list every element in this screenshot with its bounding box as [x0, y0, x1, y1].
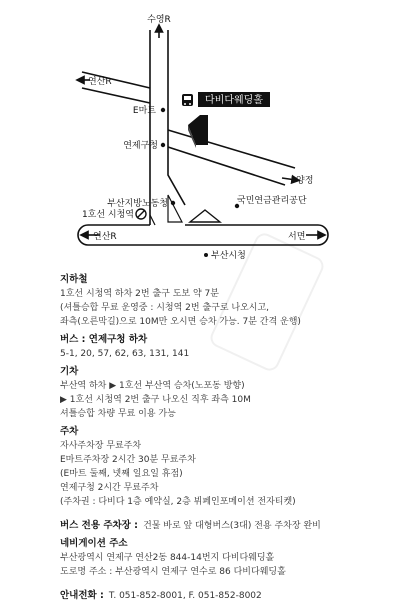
road-label-yangjeong: 양정 [296, 176, 314, 186]
bus-icon [182, 94, 193, 106]
intersection-island [168, 195, 182, 222]
bus-parking-title: 버스 전용 주차장 : [60, 520, 138, 531]
navigation-title: 네비게이션 주소 [60, 538, 128, 549]
landmark-label-busan-city-hall: 부산시청 [211, 251, 246, 261]
train-title: 기차 [60, 366, 79, 377]
bus-title: 버스 : 연제구청 하차 [60, 334, 148, 345]
parking-title: 주차 [60, 426, 79, 437]
train-line: 부산역 하차 ▶ 1호선 부산역 승차(노포동 방향) [60, 381, 245, 391]
road-label-seomyeon: 서면 [288, 232, 306, 242]
contact-title: 안내전화 : [60, 590, 104, 601]
target-building-icon [188, 115, 208, 148]
parking-line: 자사주차장 무료주차 [60, 441, 142, 451]
subway-line: 1호선 시청역 하차 2번 출구 도보 약 7분 [60, 289, 219, 299]
labor-office-dot [171, 201, 175, 205]
city-hall-dot [204, 253, 208, 257]
subway-title: 지하철 [60, 274, 88, 285]
road-label-suyeong: 수영R [147, 15, 171, 25]
location-map [0, 0, 400, 270]
subway-section [60, 273, 395, 329]
bus-parking-section [60, 513, 395, 533]
bus-line: 5-1, 20, 57, 62, 63, 131, 141 [60, 349, 190, 359]
landmark-label-pension-service: 국민연금관리공단 [237, 196, 307, 206]
road-label-yeonsan-bottom: 연산R [93, 232, 117, 242]
train-line: 셔틀승합 차량 무료 이용 가능 [60, 409, 176, 419]
contact-text: T. 051-852-8001, F. 051-852-8002 [108, 591, 262, 601]
bus-parking-text: 건물 바로 앞 대형버스(3대) 전용 주차장 완비 [143, 521, 321, 531]
navigation-line: 부산광역시 연제구 연산2동 844-14번지 다비다웨딩홀 [60, 553, 275, 563]
subway-line: 좌측(오른막길)으로 10M만 오시면 승차 가능. 7분 간격 운행) [60, 317, 301, 327]
yeonje-office-dot [161, 143, 165, 147]
subway-station-icon [136, 209, 146, 219]
road-yangjeong [168, 130, 296, 185]
parking-line: 연제구청 2시간 무료주차 [60, 483, 159, 493]
landmark-label-emart: E마트 [132, 106, 156, 116]
bus-section [60, 333, 395, 361]
parking-line: (주차권 : 다비다 1층 예약실, 2층 뷔페인포메이션 전자티켓) [60, 497, 296, 507]
subway-line: (셔틀승합 무료 운영중 : 시청역 2번 출구로 나오시고, [60, 303, 270, 313]
parking-section [60, 425, 395, 509]
road-label-yeonsan-top: 연산R [88, 77, 112, 87]
parking-line: (E마트 둘째, 넷째 일요일 휴점) [60, 469, 183, 479]
target-label: 다비다웨딩홀 [205, 95, 263, 106]
intersection-triangle [190, 210, 220, 222]
directions-info [60, 271, 395, 607]
landmark-label-yeonje-office: 연제구청 [123, 141, 158, 151]
landmark-label-labor-office: 부산지방노동청 [107, 199, 168, 209]
navigation-line: 도로명 주소 : 부산광역시 연제구 연수로 86 다비다웨딩홀 [60, 567, 286, 577]
navigation-section [60, 537, 395, 579]
landmark-label-city-hall-station: 1호선 시청역 [81, 210, 134, 220]
parking-line: E마트주차장 2시간 30분 무료주차 [60, 455, 196, 465]
emart-dot [161, 108, 165, 112]
train-line: ▶ 1호선 시청역 2번 출구 나오신 직후 좌측 10M [60, 395, 251, 405]
train-section [60, 365, 395, 421]
contact-section [60, 583, 395, 603]
